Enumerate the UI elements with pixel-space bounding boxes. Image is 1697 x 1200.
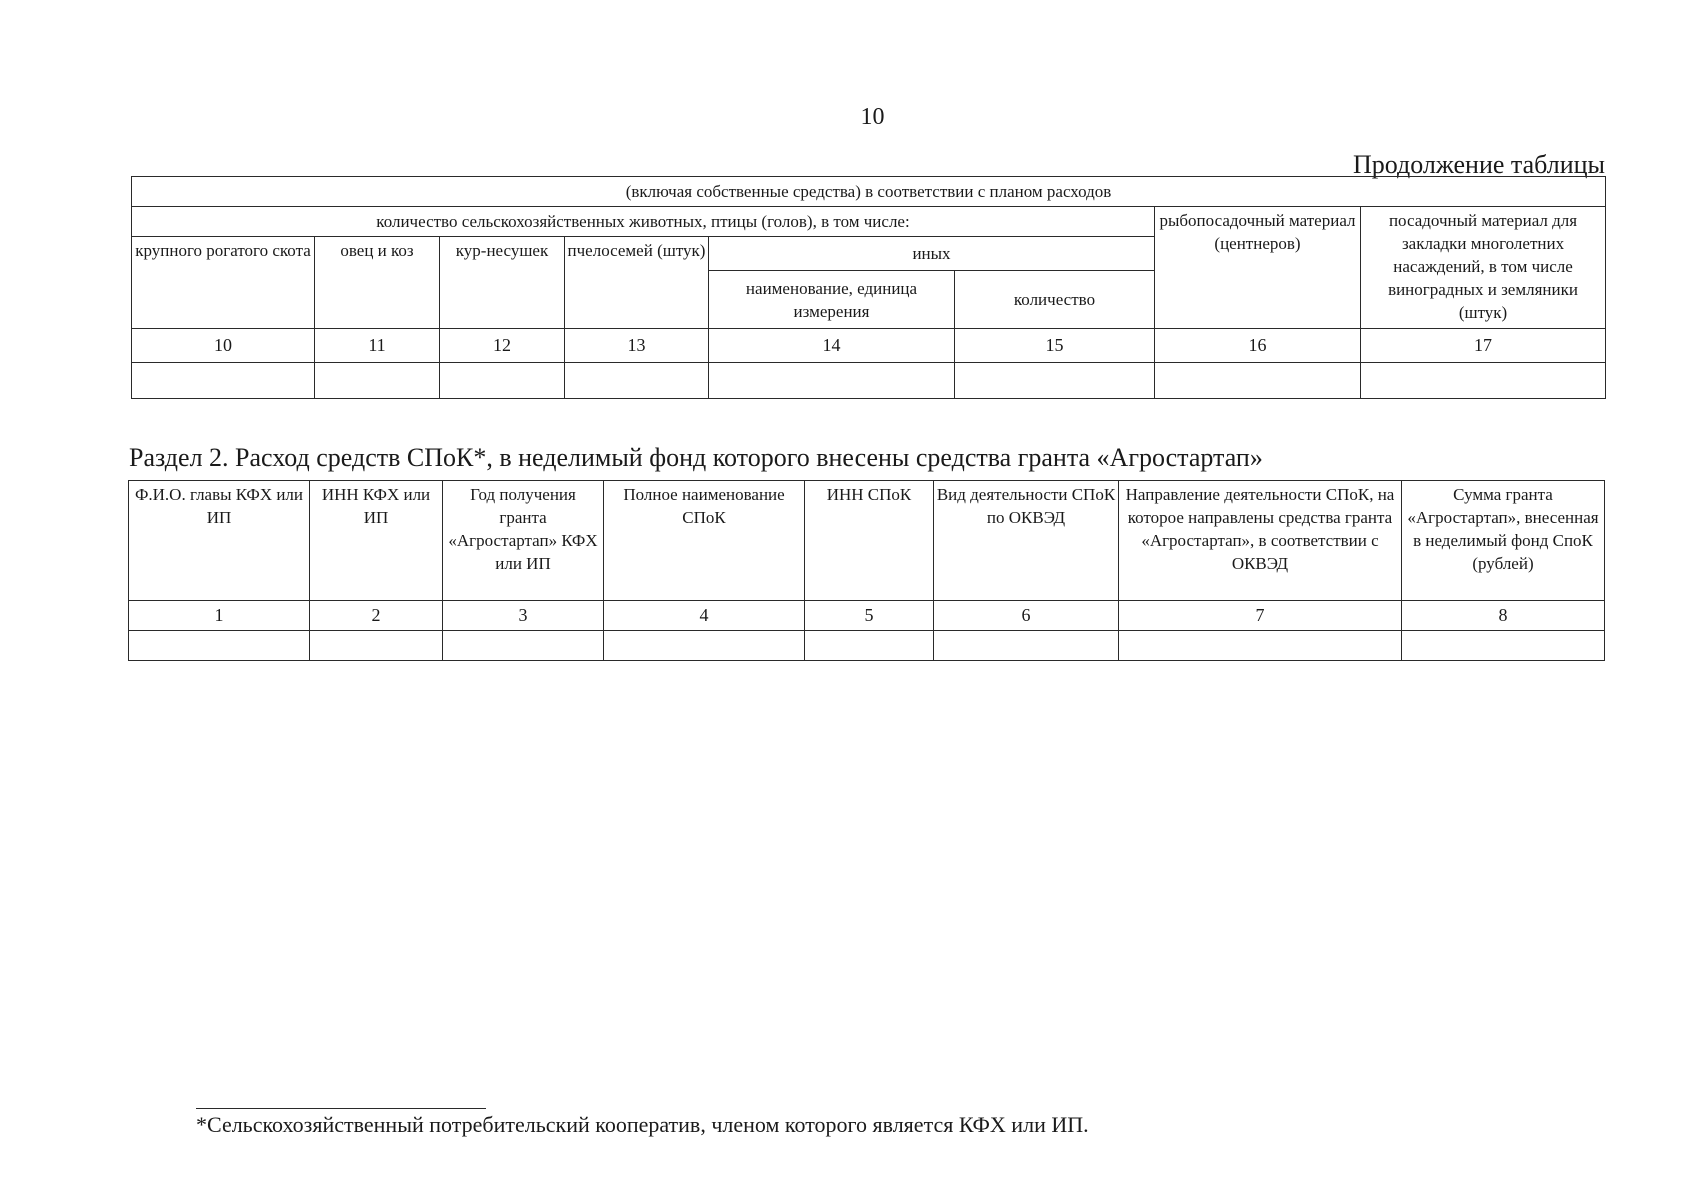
column-number: 3 bbox=[443, 601, 604, 631]
footnote-divider bbox=[196, 1108, 486, 1109]
empty-cell bbox=[604, 631, 805, 661]
header-activity-direction: Направление деятельности СПоК, на которое направлены средства гранта «Агростартап», в соответствии с ОКВЭД bbox=[1119, 481, 1402, 601]
empty-cell bbox=[315, 363, 440, 399]
empty-cell bbox=[1155, 363, 1361, 399]
empty-cell bbox=[440, 363, 565, 399]
header-cattle: крупного рогатого скота bbox=[132, 237, 315, 329]
column-number: 7 bbox=[1119, 601, 1402, 631]
continuation-label: Продолжение таблицы bbox=[1353, 150, 1605, 179]
header-own-funds: (включая собственные средства) в соответствии с планом расходов bbox=[132, 177, 1606, 207]
header-fish-material: рыбопосадочный материал (центнеров) bbox=[1155, 207, 1361, 329]
empty-cell bbox=[565, 363, 709, 399]
column-number: 15 bbox=[955, 329, 1155, 363]
empty-cell bbox=[1361, 363, 1606, 399]
header-grant-year: Год получения гранта «Агростартап» КФХ или ИП bbox=[443, 481, 604, 601]
header-laying-hens: кур-несушек bbox=[440, 237, 565, 329]
header-grant-amount: Сумма гранта «Агростартап», внесенная в неделимый фонд СпоК (рублей) bbox=[1402, 481, 1605, 601]
page-number: 10 bbox=[860, 104, 885, 130]
column-number: 16 bbox=[1155, 329, 1361, 363]
empty-cell bbox=[1402, 631, 1605, 661]
header-animals: количество сельскохозяйственных животных, птицы (голов), в том числе: bbox=[132, 207, 1155, 237]
empty-cell bbox=[805, 631, 934, 661]
column-number: 6 bbox=[934, 601, 1119, 631]
column-number: 11 bbox=[315, 329, 440, 363]
spok-expenses-table bbox=[128, 480, 1605, 661]
empty-cell bbox=[934, 631, 1119, 661]
empty-cell bbox=[955, 363, 1155, 399]
column-number: 17 bbox=[1361, 329, 1606, 363]
column-number: 1 bbox=[129, 601, 310, 631]
empty-cell bbox=[1119, 631, 1402, 661]
empty-cell bbox=[132, 363, 315, 399]
empty-cell bbox=[129, 631, 310, 661]
header-head-name: Ф.И.О. главы КФХ или ИП bbox=[129, 481, 310, 601]
column-number: 4 bbox=[604, 601, 805, 631]
header-other: иных bbox=[709, 237, 1155, 271]
footnote: *Сельскохозяйственный потребительский кооператив, членом которого является КФХ или ИП. bbox=[196, 1112, 1089, 1137]
empty-cell bbox=[310, 631, 443, 661]
column-number: 5 bbox=[805, 601, 934, 631]
header-sheep-goats: овец и коз bbox=[315, 237, 440, 329]
header-kfh-inn: ИНН КФХ или ИП bbox=[310, 481, 443, 601]
column-number: 10 bbox=[132, 329, 315, 363]
empty-cell bbox=[709, 363, 955, 399]
header-activity-type: Вид деятельности СПоК по ОКВЭД bbox=[934, 481, 1119, 601]
header-spok-inn: ИНН СПоК bbox=[805, 481, 934, 601]
header-other-name: наименование, единица измерения bbox=[709, 271, 955, 329]
empty-cell bbox=[443, 631, 604, 661]
column-number: 14 bbox=[709, 329, 955, 363]
column-number: 12 bbox=[440, 329, 565, 363]
column-number: 2 bbox=[310, 601, 443, 631]
column-number: 13 bbox=[565, 329, 709, 363]
column-number: 8 bbox=[1402, 601, 1605, 631]
expenses-table-continuation bbox=[131, 176, 1606, 399]
header-planting-material: посадочный материал для закладки многолетних насаждений, в том числе виноградных и земляники (штук) bbox=[1361, 207, 1606, 329]
section-2-title: Раздел 2. Расход средств СПоК*, в неделимый фонд которого внесены средства гранта «Агростартап» bbox=[129, 443, 1263, 472]
header-spok-full-name: Полное наименование СПоК bbox=[604, 481, 805, 601]
header-bee-colonies: пчелосемей (штук) bbox=[565, 237, 709, 329]
header-other-quantity: количество bbox=[955, 271, 1155, 329]
